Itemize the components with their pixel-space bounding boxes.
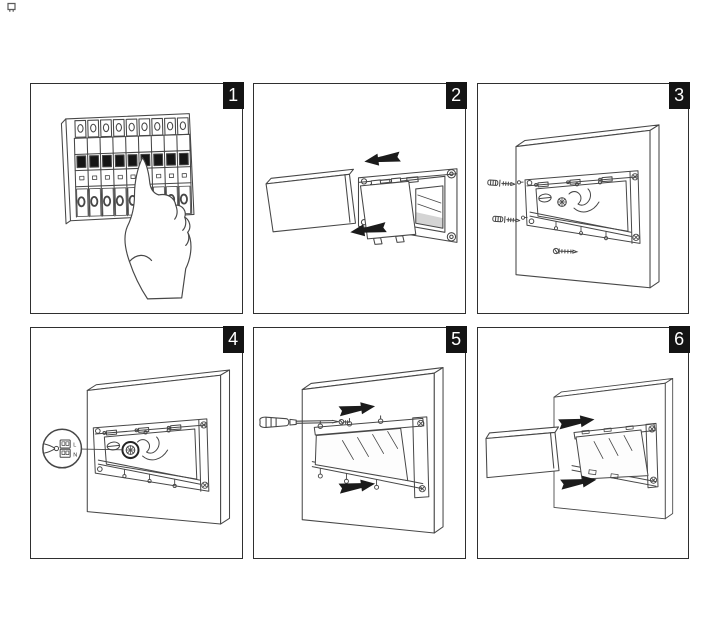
step4-wiring-illustration: [31, 328, 242, 558]
step-number-badge: 1: [223, 82, 244, 109]
step-number-badge: 6: [669, 326, 690, 353]
step1-breaker-illustration: [31, 84, 242, 313]
terminal-label-neutral: N: [73, 452, 78, 459]
front-cover: [266, 169, 355, 232]
arrow-left-icon: [364, 151, 401, 168]
inner-flap: [361, 178, 416, 244]
step-panel-1: [30, 83, 243, 314]
step-panel-6: [477, 327, 689, 559]
step6-cover-refit-illustration: [478, 328, 688, 558]
step-panel-5: [253, 327, 466, 559]
step-number-badge: 5: [446, 326, 467, 353]
terminal-label-line: L: [73, 442, 77, 449]
breaker-module: [74, 120, 88, 217]
corner-watermark-icon: [6, 2, 18, 13]
step-number-badge: 3: [669, 82, 690, 109]
step-number-badge: 4: [223, 326, 244, 353]
step3-wall-mounting-illustration: [478, 84, 688, 313]
step-panel-3: [477, 83, 689, 314]
breaker-toggle: [77, 156, 86, 168]
step-panel-2: [253, 83, 466, 314]
step-number-badge: 2: [446, 82, 467, 109]
front-cover: [486, 427, 559, 478]
terminal-callout: [43, 429, 82, 468]
step5-screwing-illustration: [254, 328, 465, 558]
step-panel-4: [30, 327, 243, 559]
step2-cover-removal-illustration: [254, 84, 465, 313]
glass-flap: [576, 430, 648, 479]
